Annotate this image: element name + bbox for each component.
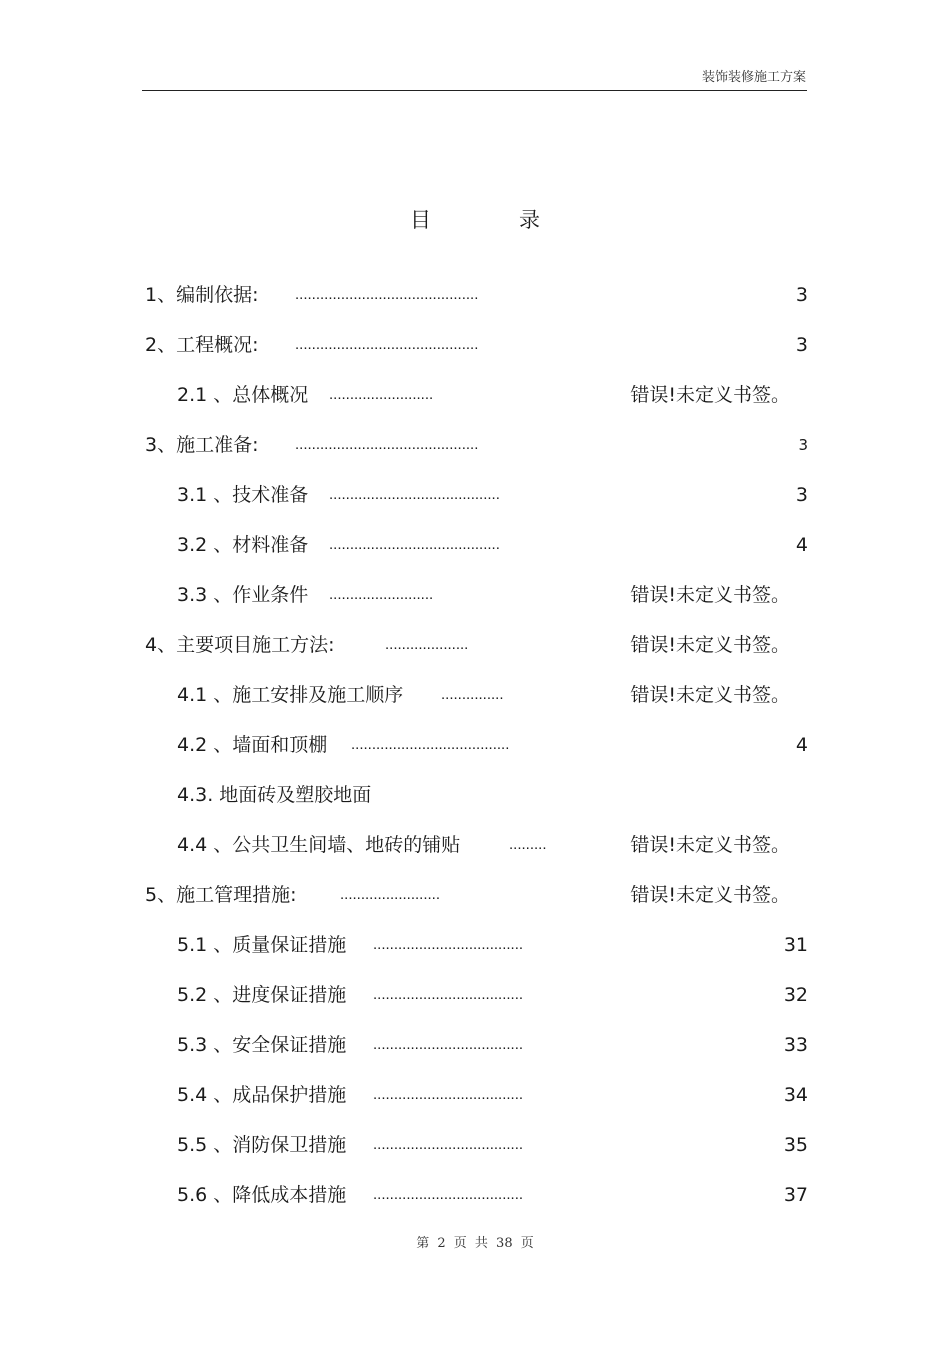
running-header: 装饰装修施工方案: [701, 70, 806, 85]
toc-entry-label: 5.3 、安全保证措施: [177, 1034, 347, 1056]
toc-entry[interactable]: [0, 430, 950, 480]
toc-leader-dots: ............................................: [295, 286, 479, 303]
page-footer: 第 2 页 共 38 页: [416, 1236, 534, 1251]
toc-entry[interactable]: [0, 330, 950, 380]
toc-entry[interactable]: [0, 630, 950, 680]
toc-entry[interactable]: [0, 980, 950, 1030]
toc-entry-label: 5.5 、消防保卫措施: [177, 1134, 347, 1156]
toc-entry-label: 3.2 、材料准备: [177, 534, 309, 556]
toc-entry-label: 3.1 、技术准备: [177, 484, 309, 506]
toc-leader-dots: ............................................: [295, 336, 479, 353]
toc-leader-dots: .........: [509, 836, 547, 853]
toc-leader-dots: ....................................: [373, 1186, 524, 1203]
toc-entry[interactable]: [0, 580, 950, 630]
toc-page-number: 3: [798, 436, 808, 454]
toc-leader-dots: ....................................: [373, 986, 524, 1003]
toc-leader-dots: .........................: [329, 386, 434, 403]
toc-leader-dots: ....................: [385, 636, 469, 653]
toc-page-number: 4: [795, 734, 808, 756]
toc-leader-dots: ....................................: [373, 1036, 524, 1053]
table-of-contents: [0, 280, 950, 1230]
toc-title: 目录: [410, 208, 628, 232]
toc-entry[interactable]: [0, 780, 950, 830]
toc-entry[interactable]: [0, 830, 950, 880]
toc-page-error: 错误!未定义书签。: [630, 584, 790, 606]
toc-entry-label: 4.2 、墙面和顶棚: [177, 734, 328, 756]
toc-entry[interactable]: [0, 380, 950, 430]
toc-leader-dots: ....................................: [373, 1136, 524, 1153]
toc-page-error: 错误!未定义书签。: [630, 684, 790, 706]
toc-entry-label: 2、工程概况:: [145, 334, 259, 356]
toc-entry[interactable]: [0, 880, 950, 930]
toc-page-number: 3: [795, 334, 808, 356]
toc-entry-label: 5.1 、质量保证措施: [177, 934, 347, 956]
toc-leader-dots: ....................................: [373, 936, 524, 953]
toc-page-error: 错误!未定义书签。: [630, 384, 790, 406]
toc-entry-label: 4.3. 地面砖及塑胶地面: [177, 784, 372, 806]
toc-entry[interactable]: [0, 1030, 950, 1080]
toc-entry[interactable]: [0, 480, 950, 530]
toc-entry[interactable]: [0, 930, 950, 980]
header-rule: [142, 90, 807, 91]
toc-entry[interactable]: [0, 530, 950, 580]
toc-entry-label: 4.1 、施工安排及施工顺序: [177, 684, 404, 706]
toc-leader-dots: ........................: [340, 886, 441, 903]
toc-entry[interactable]: [0, 1180, 950, 1230]
toc-page-number: 3: [795, 484, 808, 506]
toc-leader-dots: ....................................: [373, 1086, 524, 1103]
toc-entry[interactable]: [0, 730, 950, 780]
toc-page-error: 错误!未定义书签。: [630, 634, 790, 656]
toc-entry[interactable]: [0, 680, 950, 730]
toc-page-number: 4: [795, 534, 808, 556]
toc-page-error: 错误!未定义书签。: [630, 834, 790, 856]
toc-page-number: 35: [783, 1134, 808, 1156]
toc-page-error: 错误!未定义书签。: [630, 884, 790, 906]
toc-leader-dots: ......................................: [351, 736, 510, 753]
toc-page-number: 31: [783, 934, 808, 956]
toc-entry-label: 4、主要项目施工方法:: [145, 634, 335, 656]
toc-entry-label: 5、施工管理措施:: [145, 884, 297, 906]
toc-entry-label: 3.3 、作业条件: [177, 584, 309, 606]
toc-entry[interactable]: [0, 1130, 950, 1180]
toc-leader-dots: ...............: [441, 686, 504, 703]
toc-entry[interactable]: [0, 1080, 950, 1130]
toc-entry-label: 5.4 、成品保护措施: [177, 1084, 347, 1106]
toc-page-number: 33: [783, 1034, 808, 1056]
toc-entry-label: 1、编制依据:: [145, 284, 259, 306]
toc-page-number: 34: [783, 1084, 808, 1106]
toc-entry[interactable]: [0, 280, 950, 330]
toc-entry-label: 4.4 、公共卫生间墙、地砖的铺贴: [177, 834, 461, 856]
toc-leader-dots: .........................................: [329, 536, 500, 553]
toc-page-number: 37: [783, 1184, 808, 1206]
toc-leader-dots: ............................................: [295, 436, 479, 453]
toc-page-number: 3: [795, 284, 808, 306]
toc-leader-dots: .........................: [329, 586, 434, 603]
toc-entry-label: 2.1 、总体概况: [177, 384, 309, 406]
toc-entry-label: 3、施工准备:: [145, 434, 259, 456]
toc-leader-dots: .........................................: [329, 486, 500, 503]
toc-entry-label: 5.6 、降低成本措施: [177, 1184, 347, 1206]
toc-page-number: 32: [783, 984, 808, 1006]
toc-entry-label: 5.2 、进度保证措施: [177, 984, 347, 1006]
